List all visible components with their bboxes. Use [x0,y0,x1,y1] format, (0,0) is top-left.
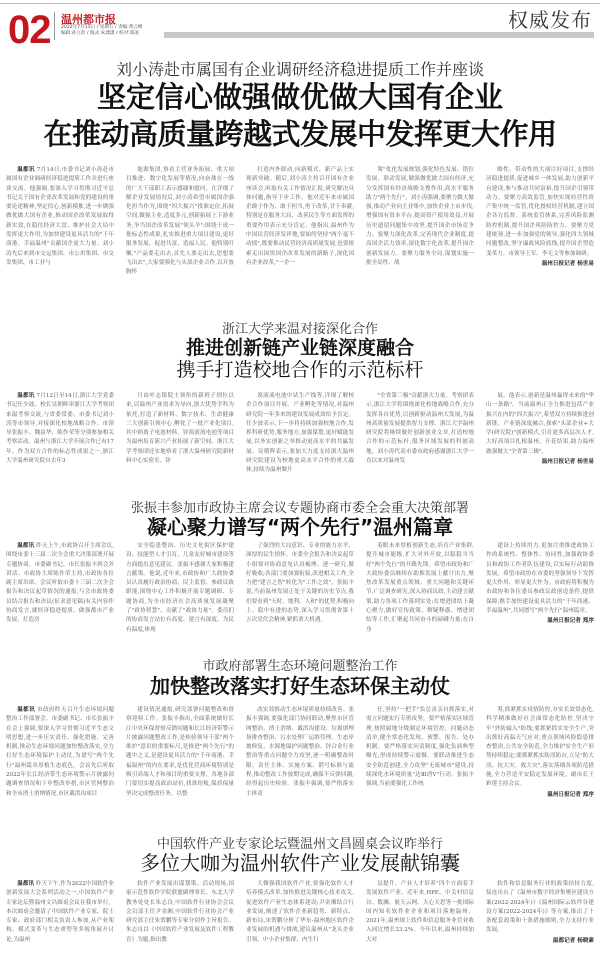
dateline: 温都讯 [17,167,35,173]
article-subtitle: 中国软件产业专家论坛暨温州文昌圆桌会议昨举行 [156,837,443,852]
column-text: 月由叶志镇院士领衔的新班子到位以来,以温州产业需求为导向,浙大优势学科为依托,打造了新材料、数字技术、生命健康三大创新引领中心,孵化了一批产业化项目,其中钠离子电池材料、锌溴液流电池等项目为温州培育新兴产业拓展了新空间。浙江大学考察团还实地察看了浙大温州研究院新材料中心实验室、锌 [126,393,234,465]
newspaper-name: 温州都市报 [61,13,116,26]
column-text: 市政府昨天召开生态环境问题整治工作部署会。市委副书记、市长张振丰在会上强调,要深入学习贯彻习近平生态文明思想,进一步压实责任、强化措施、完善机制,推动生态环境问题加快整改落实,全力打好生态环境保护主动仗,为谱写"两个先行"温州篇章厚植生态底色。会议先后听取2022年长江经济带生态环境警示片披露问题调查情况和下步整改举措,市区管网整治和全市渣土消纳情况,市区截洪沟项目 [6,707,114,797]
header-divider [54,12,55,40]
column-text: 略性、带动性的大项目好项目,支撑经济稳进提质,促进城乡一体发展,助力创新平台建设,参与推动共同富裕,提升国企引领带动力。要聚力高效监管,加快实现经营性资产集中统一监管,优化授权经营机制,建立国企各方监督、系统监管体系,完善风险监测防控机制,提升国企风险防控力。要聚力党建统领,进一步加强党的领导,强化四大领域问题整改,坚守廉政风险底线,提升国企塑造变革力。市领导王军、李无文等参加调研。 [486,167,594,257]
column-text: 软件和信息服务行业的政策扶持力度,接连出台了《温州市数字经济集聚区建设方案(2022-2024年)》《温州国际云软件谷建设方案(2022-2024年)》等方案,推出了十条配套政策和十条措施细则,全力支持行业发展。 [486,881,594,934]
article-subtitle: 张振丰参加市政协主席会议专题协商市委全会重大决策部署 [130,501,469,516]
dateline: 温都讯 [17,707,36,713]
issue-meta [61,25,142,37]
article-body [6,542,594,650]
article-headline: 凝心聚力谱写“两个先行”温州篇章 [146,515,454,539]
body-column [246,542,354,650]
body-column [126,392,234,495]
article-subtitle: 市政府部署生态环境问题整治工作 [202,659,398,674]
body-column [6,542,114,650]
article-headline: 坚定信心做强做优做大国有企业 [96,80,503,114]
section-title: 权威发布 [508,8,592,32]
body-column [126,542,234,650]
column-text: 策"优化发展规划,强化特色发展、错位发展、联动发展,做强做优做大国有经济,充分发挥国有经济战略支撑作用,高水平服务助力"两个先行"。刘小涛强调,要聚力做大做强,推动产业向主业集中,加快企业上市步伐,增强国有资本平台,提高资产使用效益,开展历史遗留问题集中攻坚,提升国企市场竞争力。要聚力深化改革,完善现代企业制度,提高国企活力效率,深化数字化改革,提升国企创新发展力。要聚力服务全局,谋划实施一批全局性、战 [366,167,474,266]
column-text: "全省第三极"贡献浙大力量。考察团表示,浙江大学将围绕深化校地战略合作,充分发挥各自优势,以创新驱动温州大发展,为温州高质量发展提供智力支撑。浙江大学温州研究院将继续做好创新创业文章,打造校地合作的示范标杆,服务区域发展的科创高地。刘小涛代表市委市政府感谢浙江大学一直以来对温州发 [366,393,474,465]
article-headline-2: 在推动高质量跨越式发展中发挥更大作用 [43,117,557,151]
byline: 温都记者 杨晓素 [552,937,594,944]
body-column [126,880,234,957]
column-text: 打造内外联动,向新模式、新产品上实现新突破。随后,刘小涛主持召开国有企业座谈会,听取有关工作情况汇报,研究解决具体问题,指导下步工作。他对近年来市属国企敢于作为、敢于担当,勇于改革,甘于奉献,特别是在服务大局、改善民生等方面发挥的重要作用表示充分肯定。他指出,温州作为中国民营经济发祥地,要始终坚持"两个毫不动摇",既要推动民营经济高质量发展,也要探索走出国资国企改革发展的新路子,深化国有企业改革,"一企一 [246,167,354,266]
column-text: 着眼未来厚植创新生态,培育产业集群,提升城市能级,扩大对外开放,以稳稳当当好"两个先行"的开路先锋。希望市政协和广大政协委员继续在助推发展上献计出力,聚焦改革发展重点领域、重大问题和关键环节,广泛调查研究,深入协商议政,主动建言献策,助力各项工作落到实处;在增进团结上凝心聚力,做好宣传政策、解疑释惑、增进团结等工作,汇聚起共同奋斗的磅礴力量;在自身 [366,543,474,633]
article-body [6,166,594,330]
body-column [486,542,594,650]
body-column [246,166,354,330]
column-text: 展。他表示,创新是温州赢得未来的"华山一条路"。当前温州正全力推进包括产业振兴在内的"四大振兴",希望双方持续推进创新链、产业链深度融合,探索"头部企业+大学(研究院)"创新模式,引育更多高层次人才,大好高项目扎根温州、开花结果,助力温州做强做大"全省第三极"。 [486,393,594,455]
issue-date-line: 2022年7月15日 / 星期五 / 责编:黄云峰 [61,25,143,30]
body-column [6,880,114,957]
byline: 温州日报记者 杨世易 [541,260,594,267]
body-column [6,392,114,495]
article-subtitle: 刘小涛赴市属国有企业调研经济稳进提质工作并座谈 [115,60,484,79]
body-column [366,880,474,957]
body-column [366,392,474,495]
body-column [486,166,594,330]
column-text: 7月12日至14日,浙江大学党委书记任少波、校长吴朝晖率浙江大学考察团来温考察交流,与省委常委、市委书记刘小涛等市领导,对接深化校地战略合作。市领导张振丰、魏益华、陈作荣等分别参加相关考察活动。温州与浙江大学开展合作已有17年。作为双方合作的标志性成果之一,浙江大学温州研究院自去年3 [6,393,114,465]
body-column [6,706,114,826]
article-subtitle: 浙江大学来温对接深化合作 [221,322,378,337]
column-text: 能源集团,察看主营业务拓展、重大项目推进、数字化发展等情况,向奋战在一线的广大干部职工表示感谢和慰问。在详细了解企业发展情况后,刘小涛希望市属国企强化担当作为,围绕"四大振兴"找准定位,拓展空间,做强主业,适度多元,创新拓展上下游业务,争当国企改革发展"领头羊";围绕干成一批标志性成果,扎实推进重大项目建设,更好服务发展、促进共富、造福人民。他特别叮嘱,"产品要走出去,首先人要走出去,思想要飞出去",大家要强化与头部企业合作,以开放胸怀 [126,167,234,276]
dateline: 温都讯 [17,543,35,549]
body-column [126,706,234,826]
article-body [6,392,594,495]
column-text: 建设上持续用力,更加注重推进政协工作的系统性、整体性、协同性,加强政协委员和政协工作者队伍建设,以实际行动助推发展。希望市政协在市委的坚强领导下发挥更大作用、彰显更大作为。市政府将积极为市政协和各位委员参政议政创造条件,提供保障,携手加快建设更具活力的"千年商港、幸福温州",共同谱写"两个先行"温州篇章。 [486,543,594,615]
body-column [6,166,114,330]
column-text: 筹,抓紧抓实疫情防控,夯实长效常态化,科学精准做好社会面常态化防控,坚决守牢"外防输入"防线;要抓紧抓实安全生产,突出抓好高温天气应对,重点领域风险隐患排查整治,公共安全防范,全力维护安全生产形势持续稳定;要抓紧抓实防汛防台,立足"防大汛、抗大灾、救大灾",落实落细各项防范措施,全力营造平安稳定发展环境。副市长王彩莲主持会议。 [486,707,594,788]
dateline: 温都讯 [17,393,35,399]
byline: 温州日报记者 杨世易 [541,459,594,466]
column-text: 了强烈的大局意识、专业的能力水平、深厚的民生情怀。市委全会报告和决议起草小组要对协商意见认真梳理、逐一研究,做好吸收;各部门要加强衔接,改进相关工作,全力把"建言之智"转化为"工作之效"。张振丰说,当前温州发展正处于关键的历史节点,我们要看到"天时、地利、人和"的优势,积极向上、稳中有进的态势,深入学习贯彻省第十五次党代会精神,紧抓重大机遇, [246,543,354,624]
body-column [246,392,354,495]
article-headline: 多位大咖为温州软件产业发展献锦囊 [140,851,460,875]
column-text: 大做强我国软件产业,要强化软件人才培养模式改革,加快推进关键核心技术攻关,促进软件产业生态体系建设;尹金湘结合行业发展,阐述了软件企业新趋势、新特点、新布局,宋贺鹏分析了华东-温州地区软件企业发展的机遇与挑战,建议温州从"龙头企业引领、中小企业集群、内生行 [246,881,354,943]
issue-editors-line: 编辑:孙立彭 / 版式:朱潇潇 / 校对:郑凌 [61,31,139,36]
byline: 温州日报记者 郑序 [547,618,594,625]
body-column [246,880,354,957]
article-body [6,880,594,957]
column-text: 溴液流电池中试生产线等,详细了解校企合作项目开展、产业孵化等情况,对温州研究院一年多来的建设发展成效给予肯定。任少波表示,下一步将持续加强校地合作,发挥科研优势,服务地方,加强谋划,更好赋能发展,以务实创新之举推动更高水平的共赢发展。吴朝晖表示,要加大力度支持浙大温州研究院建设为校地更高水平合作的重大载体,持续为温州做升 [246,393,354,474]
page-number: 02 [8,8,51,52]
article-headline: 推进创新链产业链深度融合 [185,337,414,359]
body-column [486,706,594,826]
column-text: 昨天下午,作为2022中国软件业创新发展大会系列活动之一,中国软件产业专家论坛暨温州文昌圆桌会议在我市举行。本次圆桌会邀请了中国软件产业专家、院士专家、政府部门相关负责人参加,从产业架构、模式变革与生态重塑等多视角展开讨论,为温州 [6,881,114,943]
body-column [486,880,594,957]
body-column [246,706,354,826]
byline: 温州日报记者 郑序 [547,791,594,798]
column-text: 任,坚持"一把手"负总责亲自抓落实,对需立问题实行专班攻坚。要严格落实区域管理,按照属地分级制定环境管控、问题动态清单,健全常态化发现、预警、报告、处办机制。要严格落实问责制度,强化负面典型曝光,形成持续警示震慑。要联动推进生态安全防范创建,全力攻坚"无废城市"建设,持续深化水环境质量"达Ⅲ消Ⅴ"行动。张振丰强调,当前要强化工作统 [366,707,474,788]
article-headline: 加快整改落实打好生态环保主动仗 [150,674,450,698]
column-text: 昨天上午,市政协召开主席会议,围绕市委十三届二次全会重大决策部署开展专题协商。市委副书记、市长张振丰到会并讲话。市政协主席陈作荣主持,市政协各位副主席出席。会议听取市委十三届二次全会报告和决议起草情况的通报,与会市政协委员结合报告和决议(征求意见稿)有关内容作协商发言,就经济稳进提质、做强都市产业发展、打造房 [6,543,114,624]
dateline: 温都讯 [17,881,35,887]
body-column [366,166,474,330]
column-text: 建设情况通报,研究部署问题整改和督察迎检工作。张振丰指出,全面系统做好长江中央环保督察反馈问题和长江经济带警示片披露问题整改工作,是检验领导干部"两个维护"意识的重要标尺,是推进"两个先行"的题中之义,是建设更具活力的"千年商港、幸福温州"的内在要求,是优化营商环境特别是吸引高端人才和项目的重要支撑。各地各部门要切实提高政治站位,找准短板,保质保量坚决完成整改任务。以整 [126,707,234,797]
body-column [366,706,474,826]
column-text: 改实效推动生态环境质量持续改善。张振丰强调,要强化部门协同联动,聚焦市区管网整治、渣土消纳、截洪沟建设、垃圾填埋场排查整治、污水处理厂运维管理、生态岸坡修复、水源地保护问题整治、锌合金行业整治等重点问题全力攻坚,逐一明确整改时限、责任主体、实施方案、销号标准与流程,推动整改工作按期完成,确保不反弹回潮,经得起历史检验。张振丰强调,要严格落实主体责 [246,707,354,797]
column-text: 7月14日,市委书记刘小涛赴市属国有企业调研经济稳进提质工作并进行座谈交流。他强调,要深入学习贯彻习近平总书记关于国有企业改革发展和党的建设的重要论述精神,坚定信心,创新摸推,进一步做强做优做大国有企业,推动国企改革发展取得新实效,在稳住经济大盘、维护社会大局中发挥更大作用,为加快建设更具活力的"千年商港、幸福温州"贡献国企更大力量。刘小涛先后来到市交运集团、市公用集团、市交发集团、市工业与 [6,167,114,266]
column-text: 层提升、产业人才培养"四个方面着手发展软件产业。近年来,HPE、中关村信息谷、数澜、航天云网、天心天思等一批国际国内知名软件业企业和项目落地温州。2021年,温州规上软件和信息服务业营业收入同比增长23.2%。今年以来,温州持续加大对 [366,881,474,943]
body-column [126,166,234,330]
article-headline-2: 携手打造校地合作的示范标杆 [176,359,424,381]
body-column [366,542,474,650]
article-body [6,706,594,826]
column-text: 安全隐患整治、历史文化街区保护建设、技能型人才引育、儿童友好城市建设等方面提出意见建议。张振丰感谢大家积极建言献策。他说,近年来,市政协和广大政协委员认真履行政治协商、民主监督、参政议政职能,围绕中心工作积极开展专题调研、专题协商,为全市经济社会高质量发展凝聚了"政协智慧"、贡献了"政协力量"。委员们的协商发言站位有高度、建言有深度、为民有温度,体现 [126,543,234,633]
column-text: 软件产业发展出谋划策。活动现场,国家示范性软件学院联盟副理事长、东北大学教务处处长朱志良,中国软件行业协会会议会员部主任尹金湘,中国软件行业协会产业研究部主任朱贺鹏等专家分别作主旨报告。朱志良以《中国软件产业发展及软件工程教育》为题,指出教 [126,881,234,943]
body-column [486,392,594,495]
